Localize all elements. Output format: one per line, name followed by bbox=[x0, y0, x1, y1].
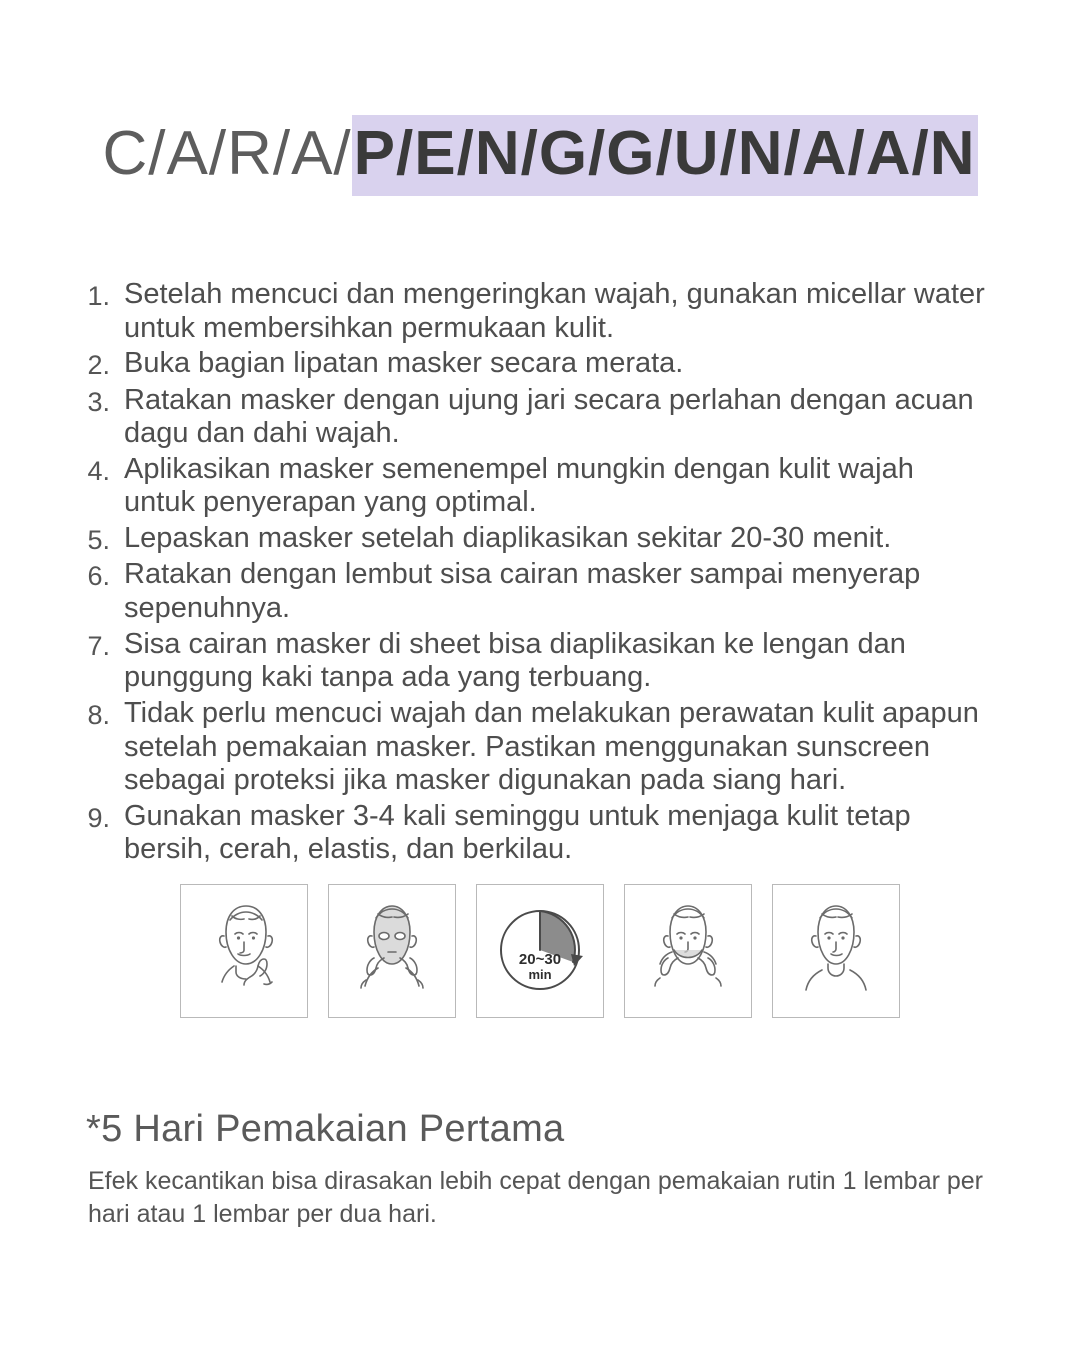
list-item-text: Tidak perlu mencuci wajah dan melakukan perawatan kulit apapun setelah pemakaian masker. Pastikan menggunakan sunscreen sebagai proteksi jika masker digunakan pada siang hari. bbox=[124, 696, 979, 797]
icon-box-2 bbox=[328, 884, 456, 1018]
list-item-number: 6. bbox=[87, 561, 110, 592]
icon-box-4 bbox=[624, 884, 752, 1018]
instructions-list bbox=[62, 278, 992, 869]
icon-box-5 bbox=[772, 884, 900, 1018]
icon-box-1 bbox=[180, 884, 308, 1018]
list-item-text: Buka bagian lipatan masker secara merata. bbox=[124, 347, 684, 380]
list-item-text: Ratakan dengan lembut sisa cairan masker sampai menyerap sepenuhnya. bbox=[124, 558, 921, 624]
list-item-text: Gunakan masker 3-4 kali seminggu untuk menjaga kulit tetap bersih, cerah, elastis, dan berkilau. bbox=[124, 799, 911, 866]
face-apply-mask-icon bbox=[338, 892, 446, 1010]
list-item-number: 5. bbox=[87, 525, 110, 556]
list-item-text: Aplikasikan masker semenempel mungkin dengan kulit wajah untuk penyerapan yang optimal. bbox=[124, 452, 914, 519]
list-item bbox=[62, 628, 992, 695]
list-item bbox=[62, 278, 992, 345]
list-item-number: 4. bbox=[87, 455, 110, 486]
face-remove-mask-icon bbox=[634, 892, 742, 1010]
list-item-text: Ratakan masker dengan ujung jari secara perlahan dengan acuan dagu dan dahi wajah. bbox=[124, 383, 974, 450]
list-item bbox=[62, 384, 992, 451]
list-item-number: 2. bbox=[87, 350, 110, 381]
list-item bbox=[62, 558, 992, 625]
list-item-number: 8. bbox=[87, 699, 110, 730]
timer-icon bbox=[485, 892, 595, 1010]
list-item bbox=[62, 453, 992, 520]
usage-icon-strip bbox=[180, 884, 900, 1018]
list-item-number: 7. bbox=[87, 630, 110, 661]
list-item-text: Lepaskan masker setelah diaplikasikan sekitar 20-30 menit. bbox=[124, 522, 892, 555]
timer-unit-label: min bbox=[528, 967, 552, 982]
page-title-light: C/A/R/A/ bbox=[102, 119, 352, 188]
list-item bbox=[62, 347, 992, 381]
list-item bbox=[62, 800, 992, 867]
footer-body: Efek kecantikan bisa dirasakan lebih cepat dengan pemakaian rutin 1 lembar per hari atau 1 lembar per dua hari. bbox=[88, 1167, 983, 1228]
page-title bbox=[0, 118, 1080, 189]
face-done-icon bbox=[782, 892, 890, 1010]
list-item bbox=[62, 697, 992, 798]
icon-box-3 bbox=[476, 884, 604, 1018]
page-title-highlight: P/E/N/G/G/U/N/A/A/N bbox=[352, 115, 978, 196]
footer-title: *5 Hari Pemakaian Pertama bbox=[86, 1108, 565, 1150]
list-item bbox=[62, 522, 992, 556]
timer-time-label: 20~30 bbox=[518, 951, 562, 968]
list-item-text: Sisa cairan masker di sheet bisa diaplikasikan ke lengan dan punggung kaki tanpa ada yang terbuang. bbox=[124, 627, 906, 694]
list-item-number: 9. bbox=[87, 802, 110, 833]
list-item-number: 1. bbox=[87, 281, 110, 311]
face-cleanse-icon bbox=[190, 892, 298, 1010]
list-item-number: 3. bbox=[87, 386, 110, 417]
list-item-text: Setelah mencuci dan mengeringkan wajah, gunakan micellar water untuk membersihkan permukaan kulit. bbox=[124, 278, 985, 344]
